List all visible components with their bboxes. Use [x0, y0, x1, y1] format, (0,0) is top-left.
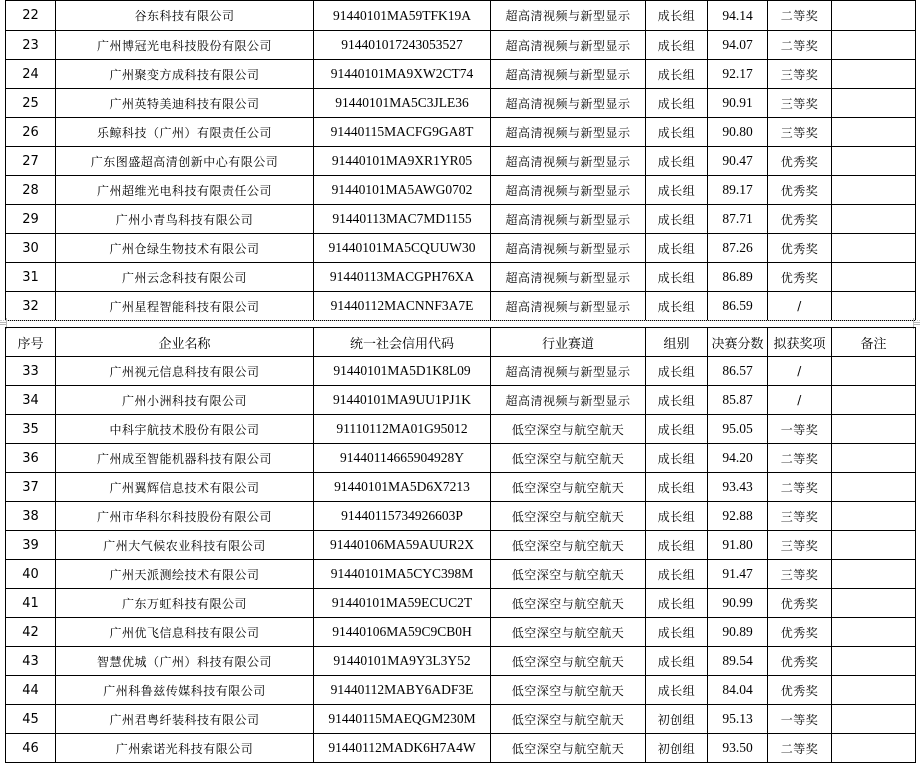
note-cell [832, 263, 916, 292]
award-cell: 优秀奖 [768, 263, 832, 292]
company-name-cell: 谷东科技有限公司 [56, 1, 314, 31]
header-no: 序号 [6, 328, 56, 357]
final-score-cell: 90.99 [708, 589, 768, 618]
industry-track-cell: 超高清视频与新型显示 [491, 386, 646, 415]
group-cell: 成长组 [646, 473, 708, 502]
table-row [6, 205, 916, 234]
final-score-cell: 93.50 [708, 734, 768, 763]
group-cell: 成长组 [646, 386, 708, 415]
award-cell: 三等奖 [768, 531, 832, 560]
company-name-cell: 广东图盛超高清创新中心有限公司 [56, 147, 314, 176]
company-name-cell: 广州小青鸟科技有限公司 [56, 205, 314, 234]
row-number-cell: 26 [6, 118, 56, 147]
credit-code-cell: 91440101MA5CQUUW30 [314, 234, 491, 263]
note-cell [832, 560, 916, 589]
company-name-cell: 乐鲸科技（广州）有限责任公司 [56, 118, 314, 147]
table-row [6, 589, 916, 618]
industry-track-cell: 低空深空与航空航天 [491, 647, 646, 676]
credit-code-cell: 91440106MA59C9CB0H [314, 618, 491, 647]
table-row [6, 292, 916, 321]
final-score-cell: 94.07 [708, 31, 768, 60]
company-name-cell: 广州云念科技有限公司 [56, 263, 314, 292]
credit-code-cell: 91440106MA59AUUR2X [314, 531, 491, 560]
table-row [6, 176, 916, 205]
row-number-cell: 28 [6, 176, 56, 205]
note-cell [832, 589, 916, 618]
row-number-cell: 32 [6, 292, 56, 321]
table-row [6, 118, 916, 147]
industry-track-cell: 超高清视频与新型显示 [491, 1, 646, 31]
industry-track-cell: 低空深空与航空航天 [491, 502, 646, 531]
company-name-cell: 广州超维光电科技有限责任公司 [56, 176, 314, 205]
industry-track-cell: 低空深空与航空航天 [491, 676, 646, 705]
note-cell [832, 473, 916, 502]
credit-code-cell: 91440101MA5CYC398M [314, 560, 491, 589]
group-cell: 成长组 [646, 147, 708, 176]
company-name-cell: 广州星程智能科技有限公司 [56, 292, 314, 321]
final-score-cell: 84.04 [708, 676, 768, 705]
results-table-header [6, 328, 916, 357]
table-row [6, 60, 916, 89]
company-name-cell: 广州仓绿生物技术有限公司 [56, 234, 314, 263]
table-row [6, 473, 916, 502]
group-cell: 成长组 [646, 415, 708, 444]
table-row [6, 502, 916, 531]
row-number-cell: 44 [6, 676, 56, 705]
award-cell: 三等奖 [768, 560, 832, 589]
table-row [6, 234, 916, 263]
row-number-cell: 27 [6, 147, 56, 176]
credit-code-cell: 91440112MABY6ADF3E [314, 676, 491, 705]
industry-track-cell: 低空深空与航空航天 [491, 415, 646, 444]
row-number-cell: 40 [6, 560, 56, 589]
company-name-cell: 广州科鲁兹传媒科技有限公司 [56, 676, 314, 705]
credit-code-cell: 91440101MA9XW2CT74 [314, 60, 491, 89]
row-number-cell: 42 [6, 618, 56, 647]
credit-code-cell: 91440114665904928Y [314, 444, 491, 473]
results-table-top-body [6, 1, 916, 321]
credit-code-cell: 91440101MA5C3JLE36 [314, 89, 491, 118]
award-cell: 优秀奖 [768, 205, 832, 234]
note-cell [832, 734, 916, 763]
industry-track-cell: 超高清视频与新型显示 [491, 292, 646, 321]
final-score-cell: 87.71 [708, 205, 768, 234]
credit-code-cell: 91440112MACNNF3A7E [314, 292, 491, 321]
industry-track-cell: 低空深空与航空航天 [491, 734, 646, 763]
award-cell: 二等奖 [768, 31, 832, 60]
row-number-cell: 24 [6, 60, 56, 89]
row-number-cell: 45 [6, 705, 56, 734]
group-cell: 成长组 [646, 89, 708, 118]
credit-code-cell: 91440112MADK6H7A4W [314, 734, 491, 763]
table-row [6, 647, 916, 676]
industry-track-cell: 低空深空与航空航天 [491, 531, 646, 560]
industry-track-cell: 超高清视频与新型显示 [491, 118, 646, 147]
group-cell: 成长组 [646, 292, 708, 321]
company-name-cell: 广东万虹科技有限公司 [56, 589, 314, 618]
table-row [6, 415, 916, 444]
credit-code-cell: 91440101MA9Y3L3Y52 [314, 647, 491, 676]
table-row [6, 705, 916, 734]
credit-code-cell: 91440113MAC7MD1155 [314, 205, 491, 234]
award-cell: / [768, 357, 832, 386]
note-cell [832, 618, 916, 647]
final-score-cell: 94.14 [708, 1, 768, 31]
award-cell: 优秀奖 [768, 676, 832, 705]
company-name-cell: 广州天派测绘技术有限公司 [56, 560, 314, 589]
company-name-cell: 广州成至智能机器科技有限公司 [56, 444, 314, 473]
group-cell: 初创组 [646, 705, 708, 734]
note-cell [832, 1, 916, 31]
row-number-cell: 33 [6, 357, 56, 386]
note-cell [832, 292, 916, 321]
row-number-cell: 41 [6, 589, 56, 618]
final-score-cell: 85.87 [708, 386, 768, 415]
note-cell [832, 89, 916, 118]
credit-code-cell: 91440101MA59ECUC2T [314, 589, 491, 618]
award-cell: 优秀奖 [768, 176, 832, 205]
group-cell: 成长组 [646, 263, 708, 292]
table-row [6, 531, 916, 560]
final-score-cell: 91.80 [708, 531, 768, 560]
note-cell [832, 647, 916, 676]
table-row [6, 263, 916, 292]
company-name-cell: 中科宇航技术股份有限公司 [56, 415, 314, 444]
credit-code-cell: 91440115MAEQGM230M [314, 705, 491, 734]
note-cell [832, 676, 916, 705]
award-cell: 一等奖 [768, 705, 832, 734]
credit-code-cell: 91440115MACFG9GA8T [314, 118, 491, 147]
group-cell: 成长组 [646, 531, 708, 560]
award-cell: / [768, 292, 832, 321]
note-cell [832, 234, 916, 263]
final-score-cell: 87.26 [708, 234, 768, 263]
page-break-line [0, 320, 920, 321]
note-cell [832, 205, 916, 234]
table-row [6, 560, 916, 589]
award-cell: 二等奖 [768, 1, 832, 31]
group-cell: 成长组 [646, 618, 708, 647]
row-number-cell: 23 [6, 31, 56, 60]
credit-code-cell: 91440101MA5AWG0702 [314, 176, 491, 205]
company-name-cell: 广州翼辉信息技术有限公司 [56, 473, 314, 502]
table-row [6, 734, 916, 763]
header-company-name: 企业名称 [56, 328, 314, 357]
final-score-cell: 94.20 [708, 444, 768, 473]
note-cell [832, 357, 916, 386]
industry-track-cell: 超高清视频与新型显示 [491, 234, 646, 263]
header-group: 组别 [646, 328, 708, 357]
group-cell: 成长组 [646, 647, 708, 676]
award-cell: / [768, 386, 832, 415]
group-cell: 成长组 [646, 234, 708, 263]
note-cell [832, 386, 916, 415]
group-cell: 成长组 [646, 1, 708, 31]
group-cell: 成长组 [646, 205, 708, 234]
row-number-cell: 39 [6, 531, 56, 560]
award-cell: 二等奖 [768, 473, 832, 502]
note-cell [832, 176, 916, 205]
credit-code-cell: 91440101MA5D1K8L09 [314, 357, 491, 386]
industry-track-cell: 超高清视频与新型显示 [491, 31, 646, 60]
row-number-cell: 30 [6, 234, 56, 263]
final-score-cell: 90.47 [708, 147, 768, 176]
industry-track-cell: 低空深空与航空航天 [491, 560, 646, 589]
industry-track-cell: 低空深空与航空航天 [491, 473, 646, 502]
final-score-cell: 86.59 [708, 292, 768, 321]
company-name-cell: 广州视元信息科技有限公司 [56, 357, 314, 386]
final-score-cell: 90.91 [708, 89, 768, 118]
award-cell: 优秀奖 [768, 647, 832, 676]
award-cell: 二等奖 [768, 734, 832, 763]
table-row [6, 1, 916, 31]
final-score-cell: 86.57 [708, 357, 768, 386]
credit-code-cell: 91440101MA5D6X7213 [314, 473, 491, 502]
note-cell [832, 60, 916, 89]
note-cell [832, 147, 916, 176]
table-row [6, 89, 916, 118]
group-cell: 成长组 [646, 444, 708, 473]
header-industry-track: 行业赛道 [491, 328, 646, 357]
award-cell: 优秀奖 [768, 234, 832, 263]
results-table-bottom-body [6, 357, 916, 763]
company-name-cell: 广州市华科尔科技股份有限公司 [56, 502, 314, 531]
industry-track-cell: 超高清视频与新型显示 [491, 263, 646, 292]
group-cell: 成长组 [646, 589, 708, 618]
industry-track-cell: 低空深空与航空航天 [491, 589, 646, 618]
final-score-cell: 89.17 [708, 176, 768, 205]
header-note: 备注 [832, 328, 916, 357]
award-cell: 优秀奖 [768, 147, 832, 176]
row-number-cell: 29 [6, 205, 56, 234]
final-score-cell: 86.89 [708, 263, 768, 292]
industry-track-cell: 超高清视频与新型显示 [491, 176, 646, 205]
credit-code-cell: 91440113MACGPH76XA [314, 263, 491, 292]
row-number-cell: 34 [6, 386, 56, 415]
credit-code-cell: 91440115734926603P [314, 502, 491, 531]
final-score-cell: 95.13 [708, 705, 768, 734]
table-row [6, 618, 916, 647]
note-cell [832, 502, 916, 531]
results-table-bottom [5, 327, 916, 763]
award-cell: 三等奖 [768, 502, 832, 531]
table-row [6, 676, 916, 705]
row-number-cell: 22 [6, 1, 56, 31]
award-cell: 二等奖 [768, 444, 832, 473]
credit-code-cell: 91440101MA9UU1PJ1K [314, 386, 491, 415]
final-score-cell: 90.80 [708, 118, 768, 147]
final-score-cell: 90.89 [708, 618, 768, 647]
final-score-cell: 91.47 [708, 560, 768, 589]
final-score-cell: 95.05 [708, 415, 768, 444]
company-name-cell: 广州优飞信息科技有限公司 [56, 618, 314, 647]
credit-code-cell: 91440101MA9XR1YR05 [314, 147, 491, 176]
award-cell: 优秀奖 [768, 589, 832, 618]
final-score-cell: 92.88 [708, 502, 768, 531]
group-cell: 成长组 [646, 118, 708, 147]
company-name-cell: 智慧优城（广州）科技有限公司 [56, 647, 314, 676]
industry-track-cell: 超高清视频与新型显示 [491, 89, 646, 118]
row-number-cell: 36 [6, 444, 56, 473]
company-name-cell: 广州小洲科技有限公司 [56, 386, 314, 415]
group-cell: 成长组 [646, 357, 708, 386]
company-name-cell: 广州大气候农业科技有限公司 [56, 531, 314, 560]
group-cell: 初创组 [646, 734, 708, 763]
note-cell [832, 705, 916, 734]
industry-track-cell: 低空深空与航空航天 [491, 444, 646, 473]
industry-track-cell: 超高清视频与新型显示 [491, 147, 646, 176]
group-cell: 成长组 [646, 560, 708, 589]
award-cell: 一等奖 [768, 415, 832, 444]
final-score-cell: 93.43 [708, 473, 768, 502]
credit-code-cell: 91110112MA01G95012 [314, 415, 491, 444]
final-score-cell: 92.17 [708, 60, 768, 89]
company-name-cell: 广州索诺光科技有限公司 [56, 734, 314, 763]
final-score-cell: 89.54 [708, 647, 768, 676]
company-name-cell: 广州博冠光电科技股份有限公司 [56, 31, 314, 60]
credit-code-cell: 914401017243053527 [314, 31, 491, 60]
header-credit-code: 统一社会信用代码 [314, 328, 491, 357]
table-row [6, 147, 916, 176]
row-number-cell: 46 [6, 734, 56, 763]
results-table-top [5, 0, 916, 321]
credit-code-cell: 91440101MA59TFK19A [314, 1, 491, 31]
row-number-cell: 35 [6, 415, 56, 444]
award-cell: 三等奖 [768, 89, 832, 118]
industry-track-cell: 超高清视频与新型显示 [491, 205, 646, 234]
note-cell [832, 444, 916, 473]
industry-track-cell: 超高清视频与新型显示 [491, 60, 646, 89]
note-cell [832, 531, 916, 560]
group-cell: 成长组 [646, 502, 708, 531]
row-number-cell: 38 [6, 502, 56, 531]
group-cell: 成长组 [646, 676, 708, 705]
table-row [6, 386, 916, 415]
group-cell: 成长组 [646, 60, 708, 89]
table-row [6, 31, 916, 60]
header-award: 拟获奖项 [768, 328, 832, 357]
company-name-cell: 广州聚变方成科技有限公司 [56, 60, 314, 89]
award-cell: 三等奖 [768, 60, 832, 89]
table-row [6, 357, 916, 386]
header-row [6, 328, 916, 357]
company-name-cell: 广州英特美迪科技有限公司 [56, 89, 314, 118]
industry-track-cell: 低空深空与航空航天 [491, 618, 646, 647]
note-cell [832, 31, 916, 60]
note-cell [832, 415, 916, 444]
row-number-cell: 37 [6, 473, 56, 502]
header-final-score: 决赛分数 [708, 328, 768, 357]
award-cell: 三等奖 [768, 118, 832, 147]
row-number-cell: 31 [6, 263, 56, 292]
row-number-cell: 25 [6, 89, 56, 118]
award-cell: 优秀奖 [768, 618, 832, 647]
note-cell [832, 118, 916, 147]
table-row [6, 444, 916, 473]
industry-track-cell: 超高清视频与新型显示 [491, 357, 646, 386]
company-name-cell: 广州君粤纤装科技有限公司 [56, 705, 314, 734]
group-cell: 成长组 [646, 31, 708, 60]
group-cell: 成长组 [646, 176, 708, 205]
industry-track-cell: 低空深空与航空航天 [491, 705, 646, 734]
row-number-cell: 43 [6, 647, 56, 676]
